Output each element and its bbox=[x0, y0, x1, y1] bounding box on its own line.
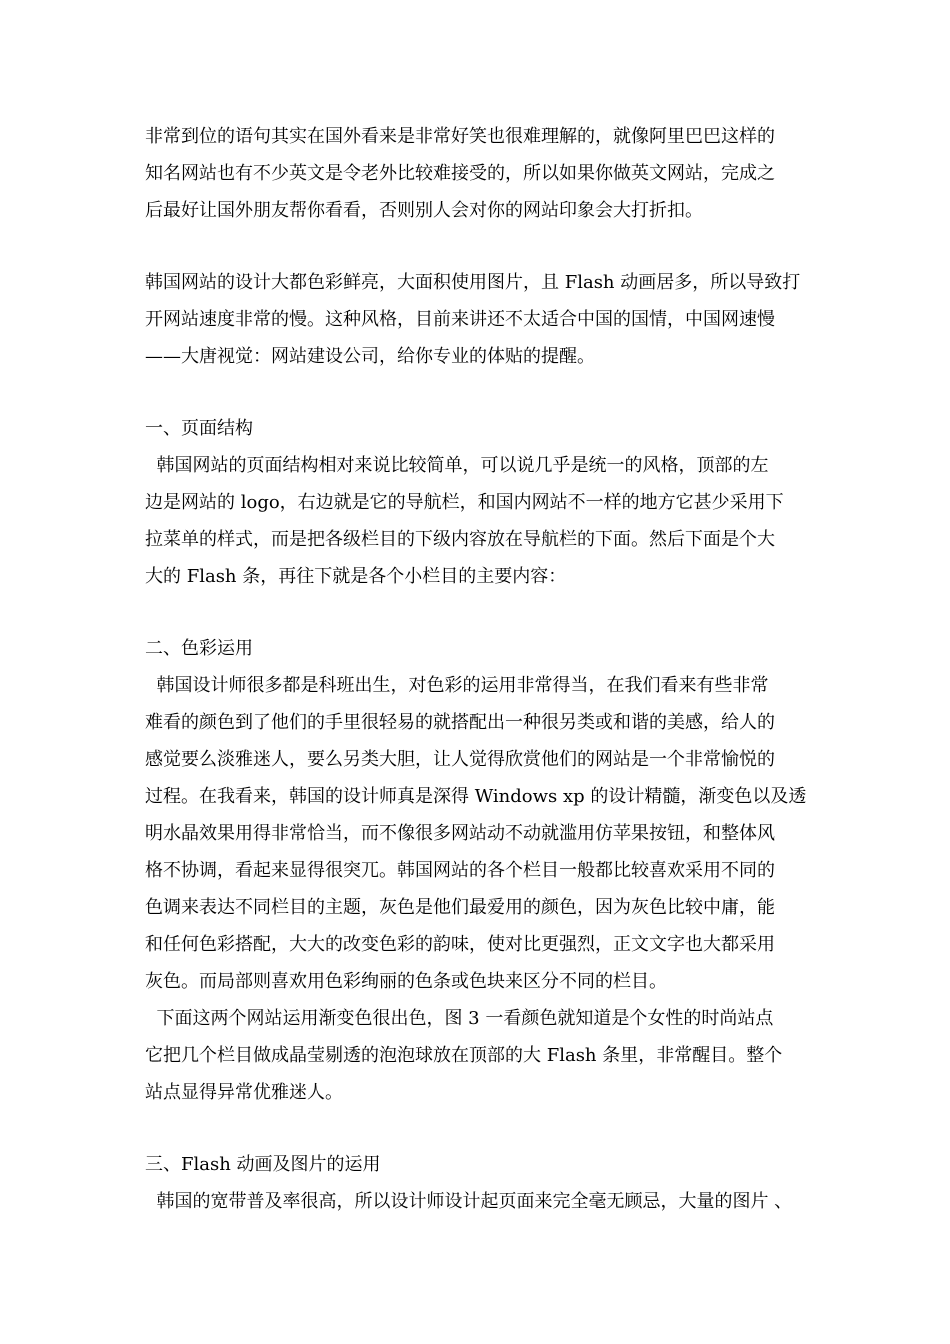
text-line: 它把几个栏目做成晶莹剔透的泡泡球放在顶部的大 Flash 条里，非常醒目。整个 bbox=[145, 1045, 783, 1066]
text-line: 韩国设计师很多都是科班出生，对色彩的运用非常得当，在我们看来有些非常 bbox=[145, 675, 769, 696]
body-text bbox=[145, 118, 810, 1220]
text-line: ——大唐视觉：网站建设公司，给你专业的体贴的提醒。 bbox=[145, 346, 595, 367]
section-flash-and-images bbox=[145, 1146, 810, 1220]
text-line: 边是网站的 logo，右边就是它的导航栏，和国内网站不一样的地方它甚少采用下 bbox=[145, 492, 784, 513]
section-color-usage bbox=[145, 630, 810, 1111]
text-line: 感觉要么淡雅迷人，要么另类大胆，让人觉得欣赏他们的网站是一个非常愉悦的 bbox=[145, 749, 775, 770]
text-line: 拉菜单的样式，而是把各级栏目的下级内容放在导航栏的下面。然后下面是个大 bbox=[145, 529, 775, 550]
text-line: 过程。在我看来，韩国的设计师真是深得 Windows xp 的设计精髓，渐变色以及透 bbox=[145, 786, 807, 807]
text-line: 难看的颜色到了他们的手里很轻易的就搭配出一种很另类或和谐的美感，给人的 bbox=[145, 712, 775, 733]
paragraph-gap bbox=[145, 1111, 810, 1146]
text-line: 韩国的宽带普及率很高，所以设计师设计起页面来完全毫无顾忌，大量的图片 、 bbox=[145, 1191, 793, 1212]
text-line: 开网站速度非常的慢。这种风格，目前来讲还不太适合中国的国情，中国网速慢 bbox=[145, 309, 775, 330]
paragraph-gap bbox=[145, 375, 810, 410]
paragraph-korea-sites bbox=[145, 264, 810, 375]
text-line: 站点显得异常优雅迷人。 bbox=[145, 1082, 343, 1103]
text-line: 知名网站也有不少英文是令老外比较难接受的，所以如果你做英文网站，完成之 bbox=[145, 163, 775, 184]
text-line: 韩国网站的页面结构相对来说比较简单，可以说几乎是统一的风格，顶部的左 bbox=[145, 455, 769, 476]
section-page-structure bbox=[145, 410, 810, 595]
text-line: 后最好让国外朋友帮你看看，否则别人会对你的网站印象会大打折扣。 bbox=[145, 200, 703, 221]
paragraph-gap bbox=[145, 229, 810, 264]
text-line: 灰色。而局部则喜欢用色彩绚丽的色条或色块来区分不同的栏目。 bbox=[145, 971, 667, 992]
text-line: 和任何色彩搭配，大大的改变色彩的韵味，使对比更强烈，正文文字也大都采用 bbox=[145, 934, 775, 955]
text-line: 明水晶效果用得非常恰当，而不像很多网站动不动就滥用仿苹果按钮，和整体风 bbox=[145, 823, 775, 844]
text-line: 色调来表达不同栏目的主题，灰色是他们最爱用的颜色，因为灰色比较中庸，能 bbox=[145, 897, 775, 918]
section-heading: 三、Flash 动画及图片的运用 bbox=[145, 1154, 381, 1175]
text-line: 格不协调，看起来显得很突兀。韩国网站的各个栏目一般都比较喜欢采用不同的 bbox=[145, 860, 775, 881]
text-line: 韩国网站的设计大都色彩鲜亮，大面积使用图片，且 Flash 动画居多，所以导致打 bbox=[145, 272, 801, 293]
text-line: 非常到位的语句其实在国外看来是非常好笑也很难理解的，就像阿里巴巴这样的 bbox=[145, 126, 775, 147]
section-heading: 一、页面结构 bbox=[145, 418, 253, 439]
section-heading: 二、色彩运用 bbox=[145, 638, 253, 659]
paragraph-gap bbox=[145, 595, 810, 630]
text-line: 下面这两个网站运用渐变色很出色，图 3 一看颜色就知道是个女性的时尚站点 bbox=[145, 1008, 774, 1029]
paragraph-intro bbox=[145, 118, 810, 229]
text-line: 大的 Flash 条，再往下就是各个小栏目的主要内容： bbox=[145, 566, 567, 587]
